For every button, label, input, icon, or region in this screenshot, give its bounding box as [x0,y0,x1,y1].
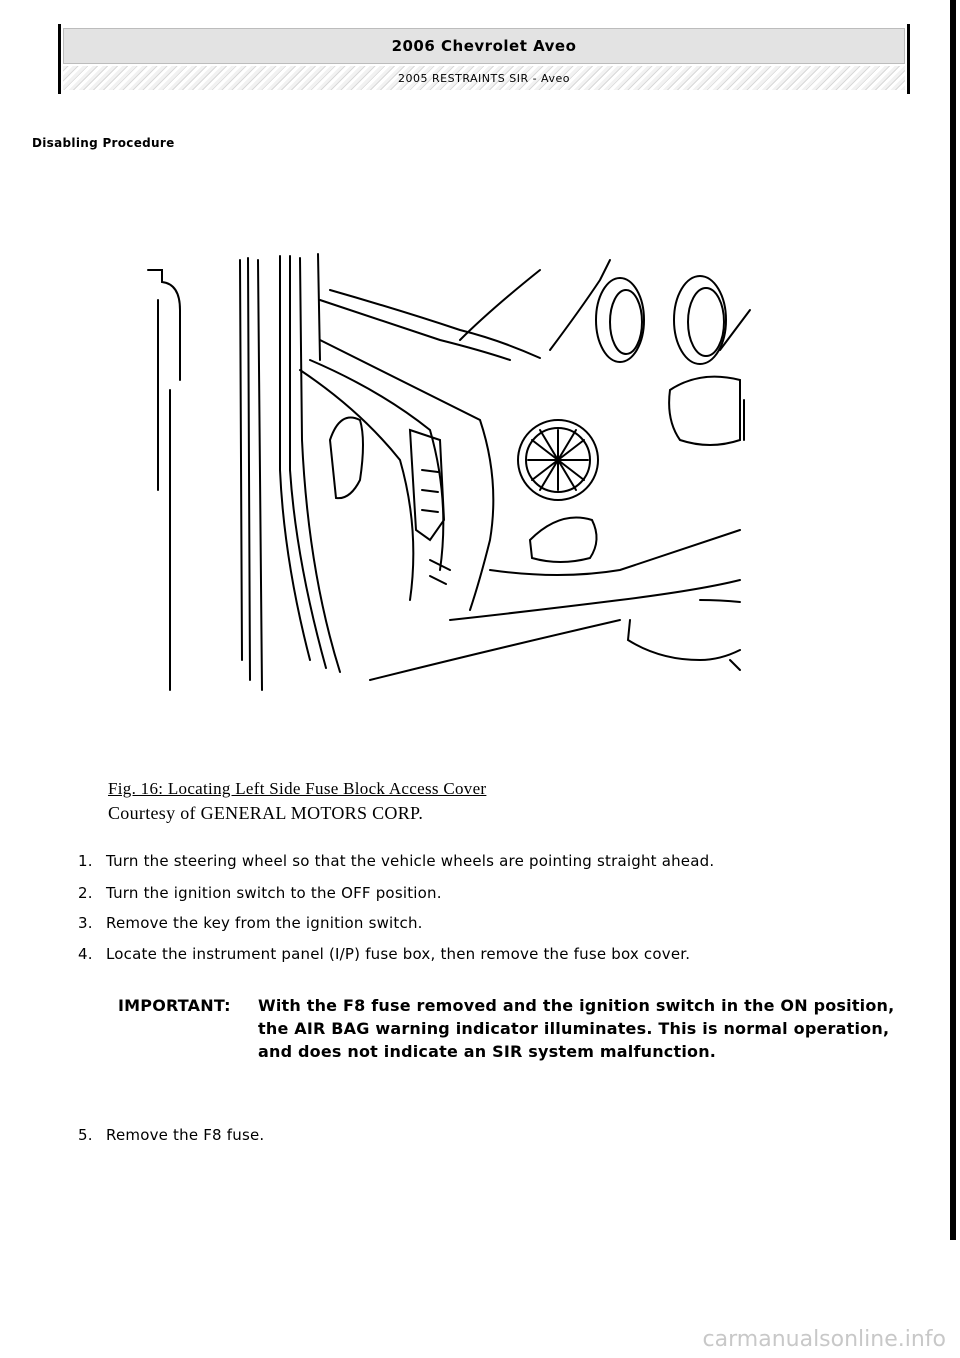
figure-courtesy: Courtesy of GENERAL MOTORS CORP. [108,803,424,823]
watermark: carmanualsonline.info [702,1327,946,1352]
step-text: Remove the key from the ignition switch. [106,914,423,932]
step-number: 2. [78,884,93,902]
page-edge-bar [950,0,956,1240]
step-text: Turn the ignition switch to the OFF position. [106,884,442,902]
figure-caption: Fig. 16: Locating Left Side Fuse Block Access Cover [108,779,487,798]
step-number: 3. [78,914,93,932]
step-number: 5. [78,1126,93,1144]
step-text: Locate the instrument panel (I/P) fuse box, then remove the fuse box cover. [106,945,691,963]
step-number: 4. [78,945,93,963]
header-title: 2006 Chevrolet Aveo [63,28,905,64]
document-header [58,24,910,94]
fuse-block-illustration [140,240,760,700]
step-text: Turn the steering wheel so that the vehicle wheels are pointing straight ahead. [106,852,715,870]
step-text: Remove the F8 fuse. [106,1126,265,1144]
header-subtitle: 2005 RESTRAINTS SIR - Aveo [63,66,905,90]
section-title: Disabling Procedure [32,136,175,150]
important-label: IMPORTANT: [118,996,231,1015]
step-number: 1. [78,852,93,870]
fuse-block-line-drawing [140,240,760,700]
important-text: With the F8 fuse removed and the ignition switch in the ON position, the AIR BAG warning indicator illuminates. This is normal operation, and does not indicate an SIR system malfunction. [258,996,895,1061]
